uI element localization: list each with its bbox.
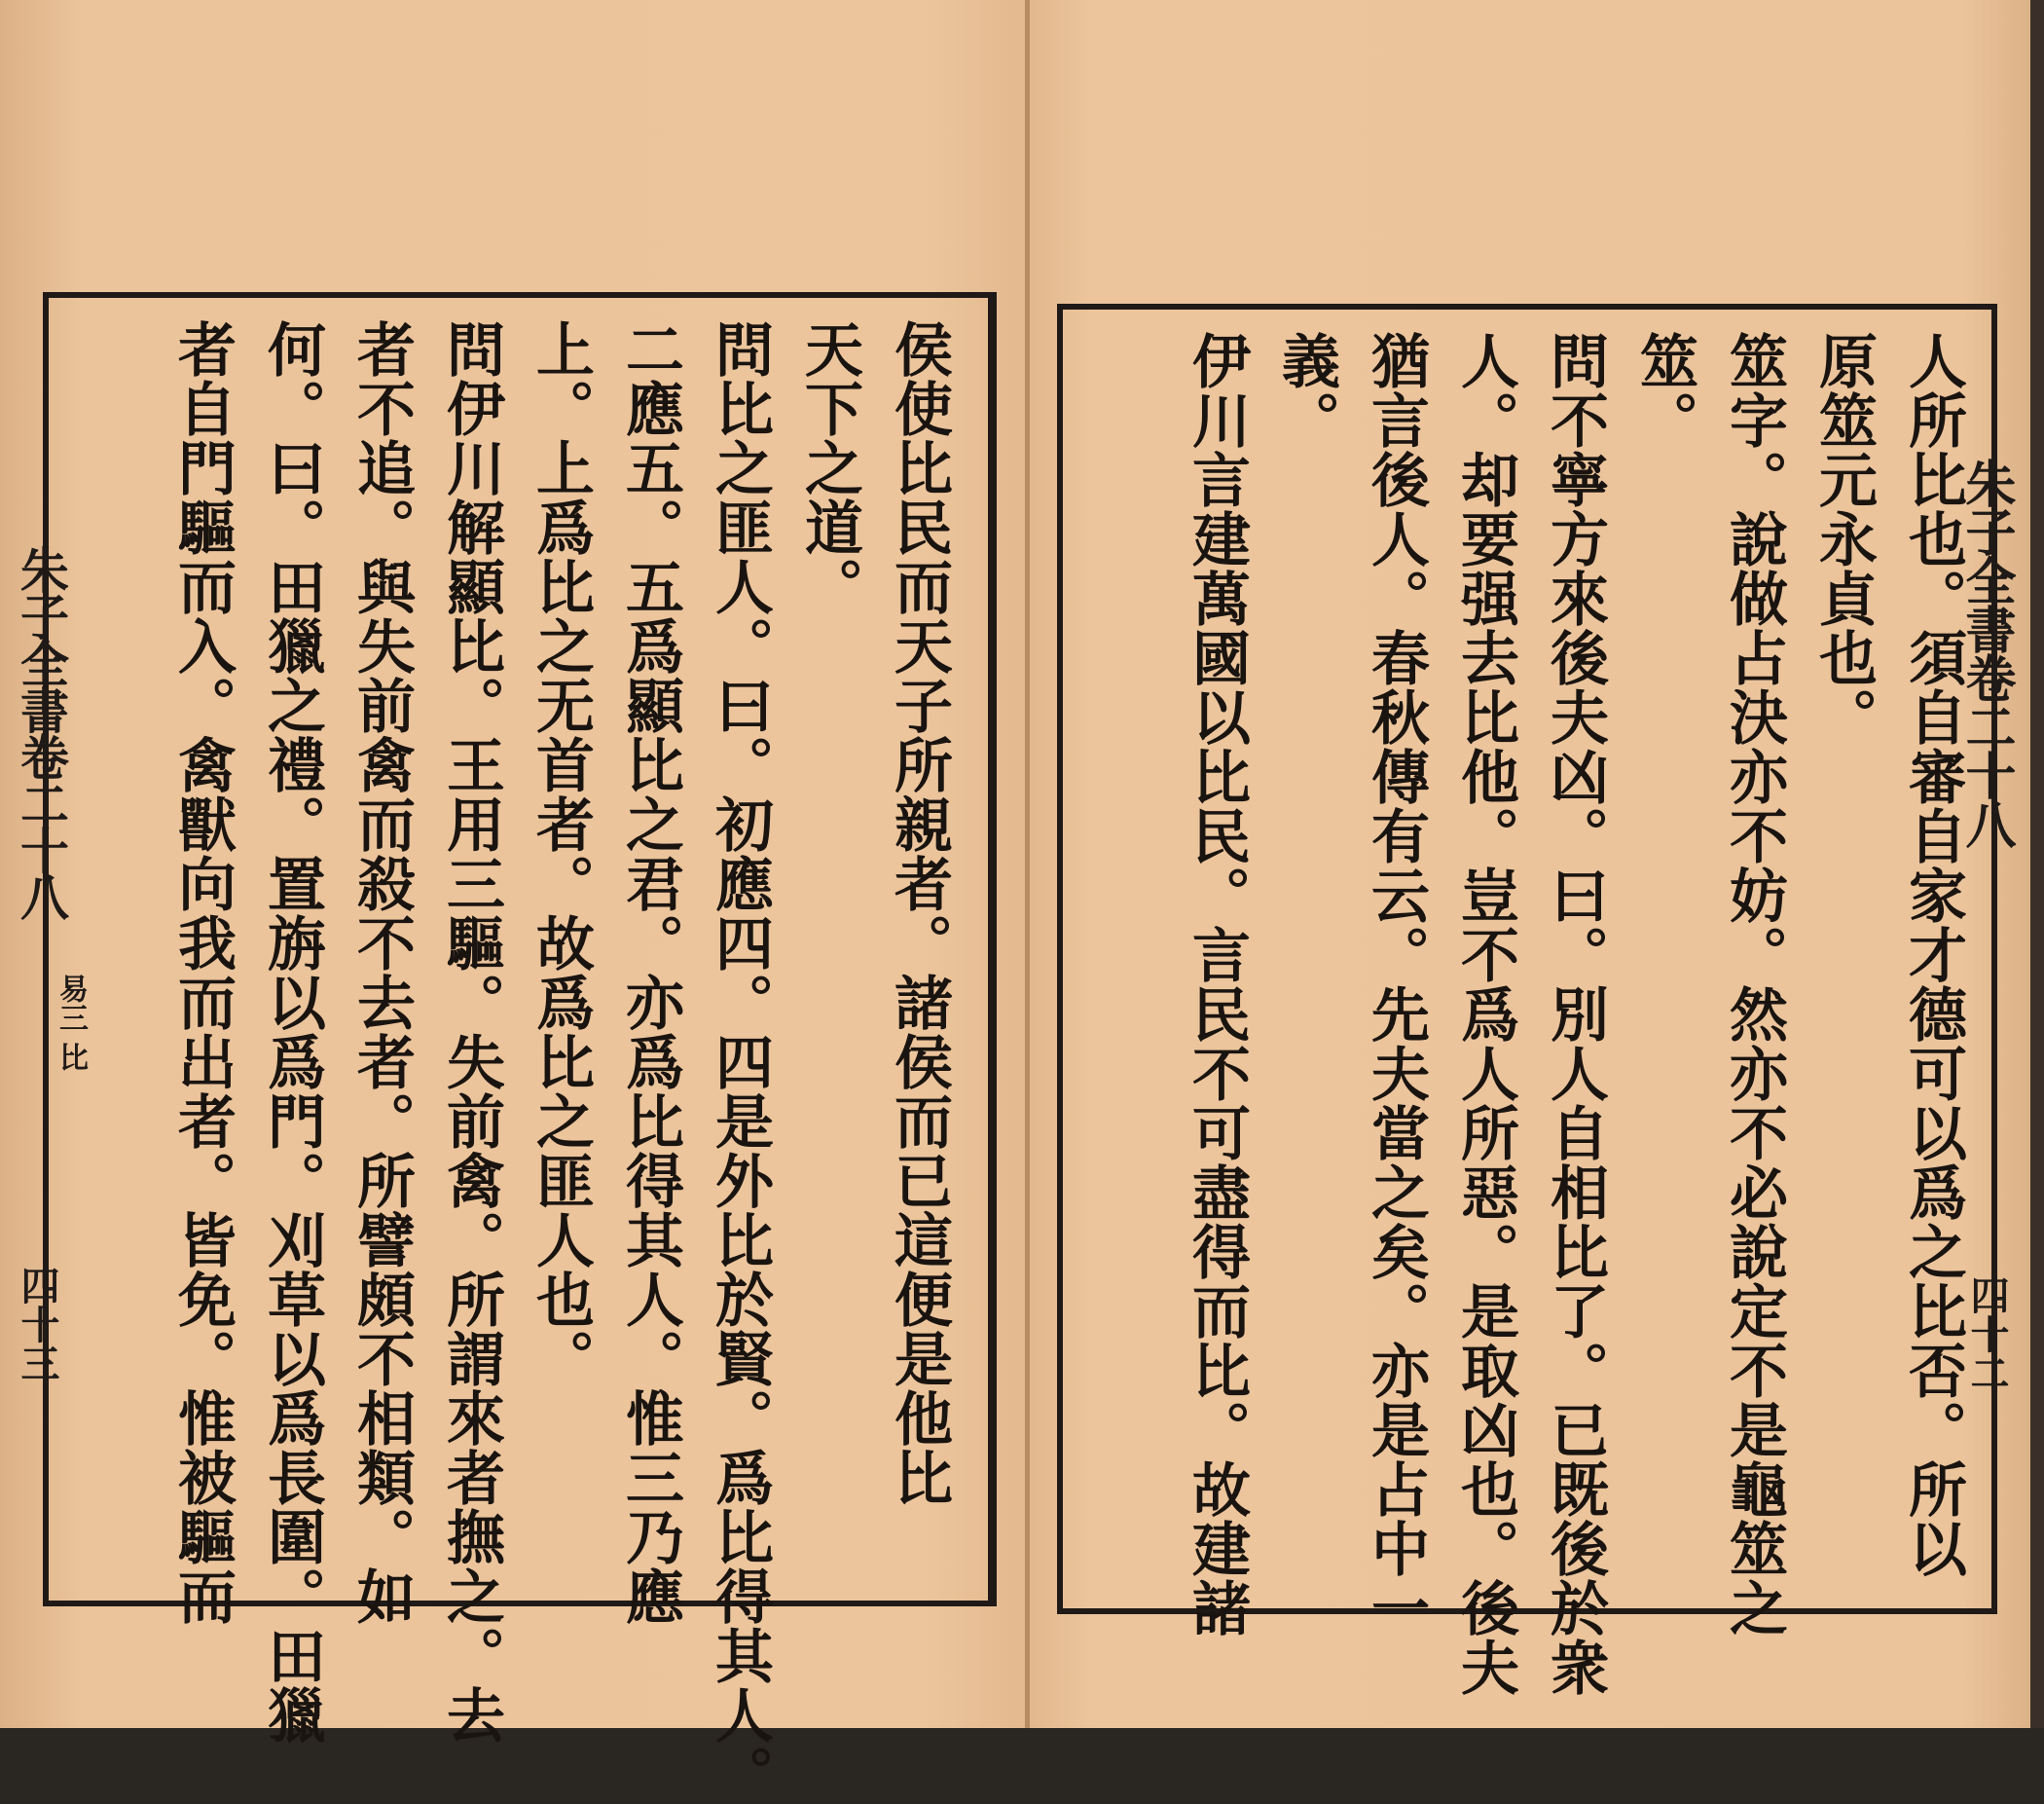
text-column: 原筮元永貞也。: [1809, 331, 1878, 747]
right-text-columns: [1172, 331, 1978, 1697]
folio-number: 四十二: [1964, 1275, 2010, 1392]
text-column: 者自門驅而入。禽獸向我而出者。皆免。惟被驅而: [168, 319, 237, 1626]
margin-book-title: 朱子全書卷二十八: [13, 545, 70, 919]
right-text-frame: [1057, 304, 1997, 1697]
text-column: 筮。: [1630, 331, 1698, 450]
book-edge: [2030, 0, 2044, 1728]
left-text-columns: [158, 319, 964, 1804]
left-text-frame: [43, 292, 997, 1804]
text-column: 猶言後人。春秋傳有云。先夫當之矣。亦是占中一: [1362, 331, 1430, 1638]
folio-number: 四十三: [15, 1266, 60, 1382]
text-column: 上。上爲比之无首者。故爲比之匪人也。: [527, 319, 595, 1388]
text-column: 人所比也。須自審自家才德可以爲之比否。所以: [1899, 331, 1967, 1578]
right-page: [1030, 0, 2044, 1728]
margin-section-label: 易三 比: [54, 974, 88, 1072]
text-column: 二應五。五爲顯比之君。亦爲比得其人。惟三乃應: [616, 319, 684, 1626]
text-column: 義。: [1272, 331, 1340, 450]
margin-book-title: 朱子全書卷二十八: [1956, 458, 2016, 847]
text-column: 筮字。說做占決亦不妨。然亦不必說定不是龜筮之: [1720, 331, 1788, 1638]
text-column: 人。却要强去比他。豈不爲人所惡。是取凶也。後夫: [1451, 331, 1519, 1697]
frame-rule: [988, 298, 991, 1601]
text-column: 問不寧方來後夫凶。曰。別人自相比了。已既後於衆: [1541, 331, 1609, 1697]
text-column: 天下之道。: [795, 319, 863, 616]
text-column: 侯使比民而天子所親者。諸侯而已這便是他比: [885, 319, 953, 1507]
text-column: 問比之匪人。曰。初應四。四是外比於賢。爲比得其人。: [706, 319, 774, 1804]
text-column: 伊川言建萬國以比民。言民不可盡得而比。故建諸: [1183, 331, 1251, 1638]
text-column: 者不追。與失前禽而殺不去者。所譬頗不相類。如: [347, 319, 416, 1626]
text-column: 問伊川解顯比。王用三驅。失前禽。所謂來者撫之。去: [437, 319, 505, 1745]
text-column: 何。曰。田獵之禮。置旃以爲門。刈草以爲長圍。田獵: [258, 319, 326, 1745]
